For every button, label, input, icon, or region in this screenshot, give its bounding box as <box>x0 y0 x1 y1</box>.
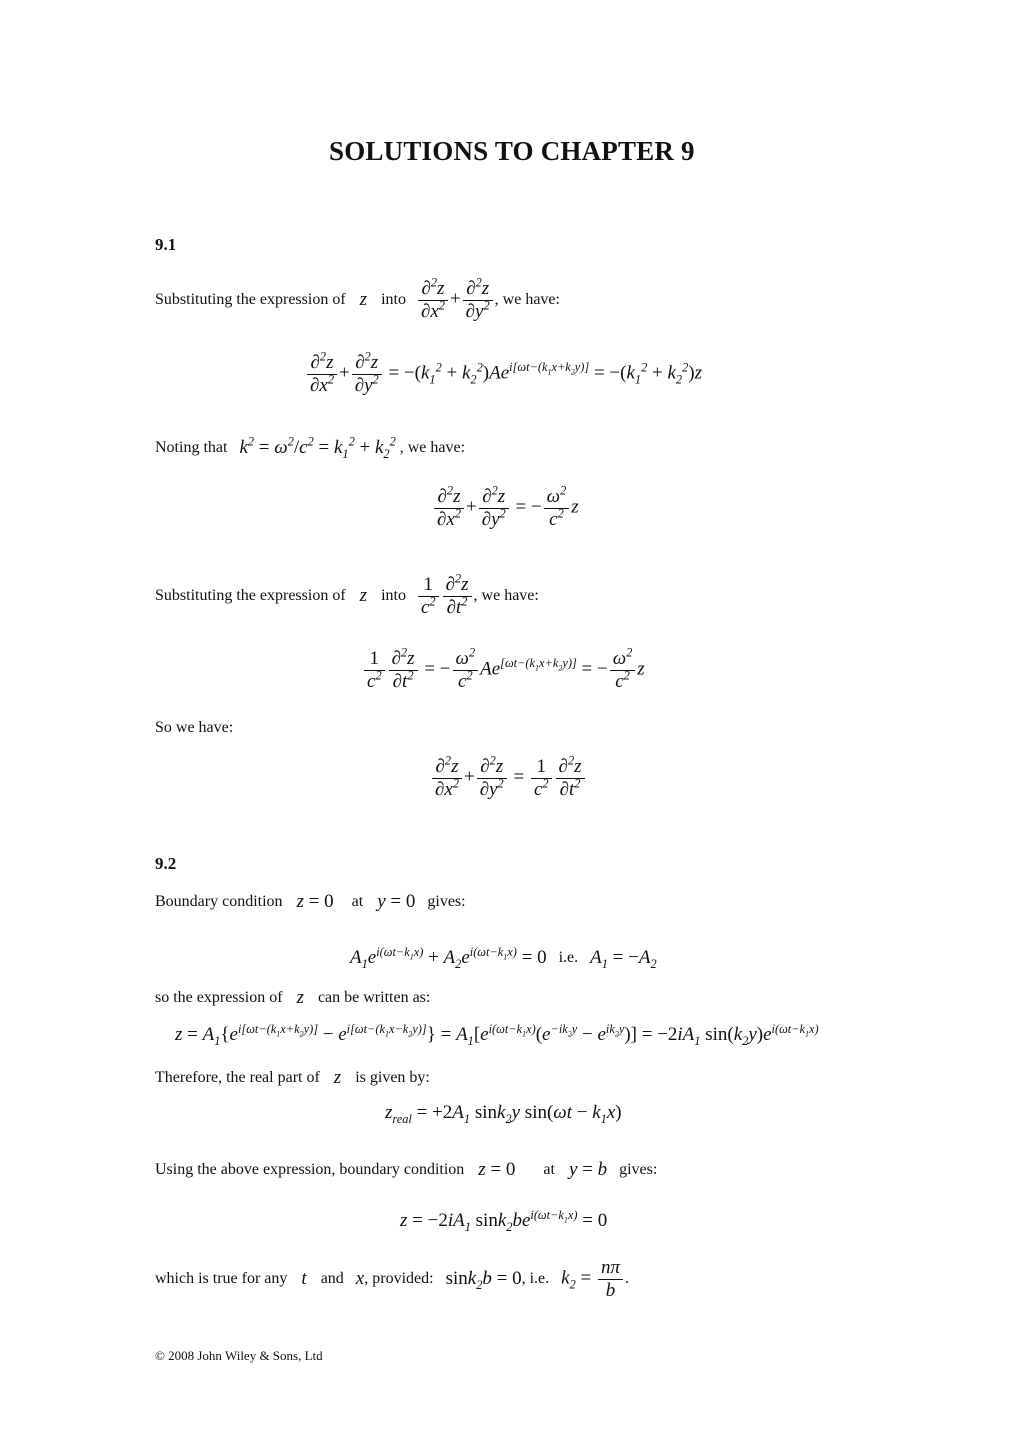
math-inline: z <box>359 289 368 310</box>
math-inline: z <box>359 585 368 606</box>
math-inline: y = b <box>568 1159 608 1180</box>
text-line: so the expression of z can be written as: <box>155 987 431 1008</box>
text-line: Noting that $k^2 = \omega^2/c^2 = k_1^2 + k_2^2$ , we have: <box>155 434 466 461</box>
math-inline: $\frac{1}{c^2}$ $\frac{\partial^2z}{\partial t^2}$ <box>416 574 474 619</box>
equation: $\frac{1}{c^2}$ $\frac{\partial^2z}{\partial t^2}$ = − $\frac{\omega^2}{c^2}$ Ae[ωt−(k1x+k2y)] = − $\frac{\omega^2}{c^2}$ z <box>362 648 645 693</box>
equation: $A_1e^{i(\omega t-k_1x)} + A_2e^{i(\omega t-k_1x)} = 0$ i.e. $A_1 = -A_2$ <box>350 944 657 971</box>
math-inline: sink$_2$b = 0 <box>445 1268 522 1292</box>
section-heading-9-1: 9.1 <box>155 235 177 254</box>
text-line: So we have: <box>155 719 234 736</box>
page-title: SOLUTIONS TO CHAPTER 9 <box>329 136 695 166</box>
text-line: Boundary condition z = 0 at y = 0 gives: <box>155 891 466 912</box>
equation: $z = A_1\{e^{i[\omega t-(k_1x+k_2y)]} - e^{i[\omega t-(k_1x-k_2y)]}\} = A_1[e^{i(\omega t-k_1x)}(e^{-ik_2y} - e^{ik_2y})] = -2iA_1$ $\sin(k_2y)e^{i(\omega t-k_1x)}$ <box>175 1021 819 1048</box>
equation: $\frac{\partial^2z}{\partial x^2}$ + $\frac{\partial^2z}{\partial y^2}$ = $-(k_1^2 + k_2^2)Ae^{i[\omega t-(k_1x+k_2y)]} = -(k_1^2 + k_2^2)z$ <box>305 352 702 397</box>
math-inline: z <box>296 987 304 1008</box>
math-inline: $k^2 = \omega^2/c^2 = k_1^2 + k_2^2$ <box>239 434 396 461</box>
math-inline: z = 0 <box>296 891 334 912</box>
math-inline: z = 0 <box>478 1159 516 1180</box>
equation: $z = -2iA_1$ $\sin k_2be^{i(\omega t-k_1x)} = 0$ <box>400 1207 608 1234</box>
text-line: Substituting the expression of z into $\frac{\partial^2z}{\partial x^2}$ + $\frac{\partial^2z}{\partial y^2}$ , we have: <box>155 275 560 322</box>
math-inline: $\frac{\partial^2z}{\partial x^2}$ + $\frac{\partial^2z}{\partial y^2}$ <box>416 278 495 323</box>
equation: $\frac{\partial^2z}{\partial x^2}$ + $\frac{\partial^2z}{\partial y^2}$ = − $\frac{\omega^2}{c^2}$ z <box>432 486 579 531</box>
text-line: Therefore, the real part of z is given by: <box>155 1067 430 1088</box>
math-inline: x <box>355 1268 365 1289</box>
math-inline: y = 0 <box>377 891 416 912</box>
math-inline: t <box>301 1268 307 1289</box>
copyright-footer: © 2008 John Wiley & Sons, Ltd <box>155 1348 323 1363</box>
text-line: Substituting the expression of z into $\frac{1}{c^2}$ $\frac{\partial^2z}{\partial t^2}$ , we have: <box>155 571 539 618</box>
equation: $\frac{\partial^2z}{\partial x^2}$ + $\frac{\partial^2z}{\partial y^2}$ = $\frac{1}{c^2}$ $\frac{\partial^2z}{\partial t^2}$ <box>430 756 587 801</box>
text-line: which is true for any t and x , provided: sink$_2$b = 0 , i.e. $k_2$ = $\frac{n\pi}{b}$ . <box>155 1256 629 1301</box>
math-inline: z <box>333 1067 342 1088</box>
section-heading-9-2: 9.2 <box>155 854 177 873</box>
equation: $z_{real} = +2A_1$ sink$_2$y $\sin(\omega t - k_1x)$ <box>385 1102 622 1126</box>
text-line: Using the above expression, boundary condition z = 0 at y = b gives: <box>155 1159 658 1180</box>
math-inline: $k_2$ = $\frac{n\pi}{b}$ <box>561 1257 625 1302</box>
